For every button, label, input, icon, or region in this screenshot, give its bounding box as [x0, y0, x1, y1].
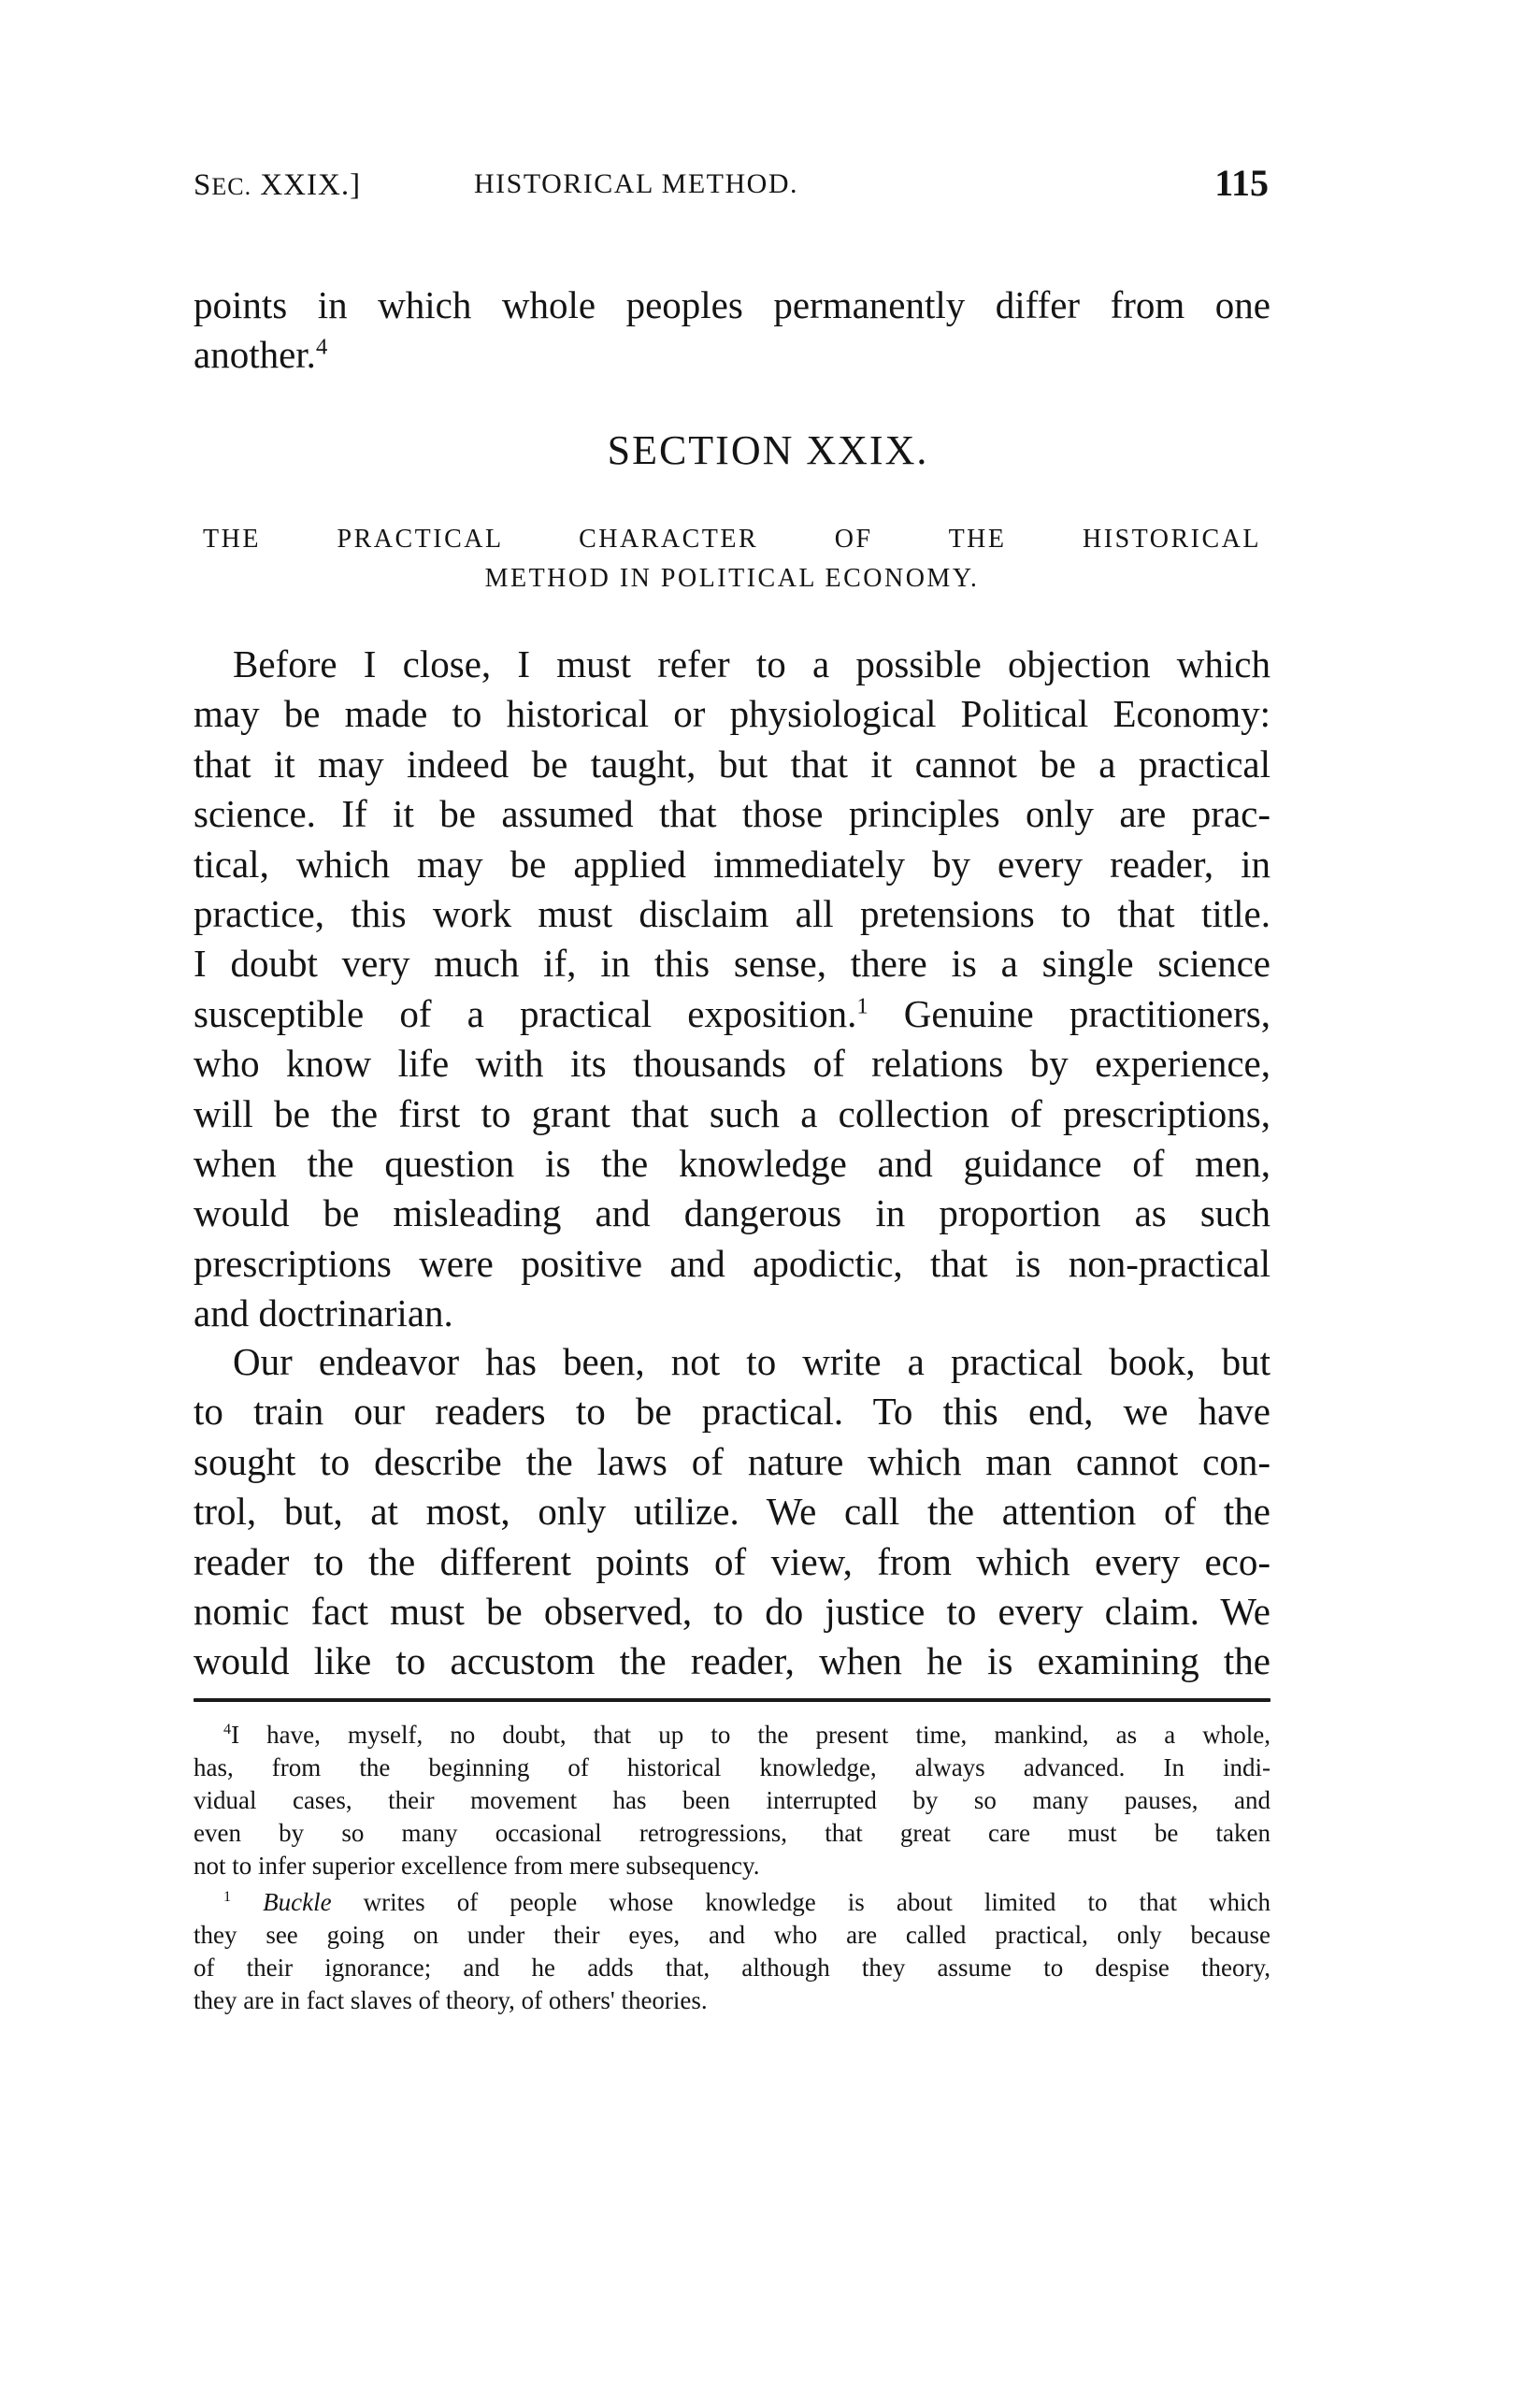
section-ref-number: XXIX.]: [251, 168, 362, 202]
text-line: tical, which may be applied immediately by every reader, in: [194, 842, 1270, 886]
text-line: practice, this work must disclaim all pretensions to that title.: [194, 891, 1270, 935]
text-line: that it may indeed be taught, but that it cannot be a practical: [194, 742, 1270, 786]
footnote-line: not to infer superior excellence from mere subsequency.: [194, 1852, 760, 1880]
text-line-content: another.: [194, 333, 316, 377]
footnote-line: they see going on under their eyes, and who are called practical, only because: [194, 1921, 1270, 1949]
footnote-line-content: writes of people whose knowledge is about limited to that which: [331, 1888, 1271, 1916]
footnote-line: vidual cases, their movement has been interrupted by so many pauses, and: [194, 1786, 1270, 1814]
text-line: would be misleading and dangerous in proportion as such: [194, 1191, 1270, 1235]
text-line: sought to describe the laws of nature which man cannot con-: [194, 1439, 1270, 1483]
section-reference: [194, 168, 361, 203]
text-line: points in which whole peoples permanently differ from one: [194, 283, 1270, 326]
text-line: reader to the different points of view, from which every eco-: [194, 1539, 1270, 1583]
footnote-line: even by so many occasional retrogressions, that great care must be taken: [194, 1819, 1270, 1847]
text-line: to train our readers to be practical. To this end, we have: [194, 1390, 1270, 1434]
footnote-reference[interactable]: 4: [315, 334, 328, 360]
footnote-line: [194, 1719, 1270, 1752]
footnote-line: has, from the beginning of historical knowledge, always advanced. In indi-: [194, 1753, 1270, 1781]
text-line: Our endeavor has been, not to write a practical book, but: [233, 1340, 1270, 1383]
footnote-marker: 1: [223, 1888, 232, 1905]
text-line: trol, but, at most, only utilize. We call the attention of the: [194, 1490, 1270, 1534]
opening-continuation: [194, 281, 1270, 381]
section-title: SECTION XXIX.: [607, 427, 929, 473]
footnotes: [194, 1719, 1270, 2017]
subtitle-line: METHOD IN POLITICAL ECONOMY.: [484, 564, 980, 593]
section-ref-smallcaps: EC.: [211, 173, 252, 200]
footnote-line-content: I have, myself, no doubt, that up to the present time, mankind, as a whole,: [231, 1721, 1270, 1749]
footnote-line: of their ignorance; and he adds that, although they assume to despise theory,: [194, 1954, 1270, 1982]
text-line-content: susceptible of a practical exposition.: [194, 991, 857, 1035]
text-line: when the question is the knowledge and guidance of men,: [194, 1141, 1270, 1185]
text-line: I doubt very much if, in this sense, there is a single science: [194, 942, 1270, 986]
cited-author: Buckle: [263, 1888, 332, 1916]
paragraph-2: [194, 1337, 1270, 1687]
footnote-marker: 4: [223, 1721, 232, 1738]
footnote-1: [194, 1886, 1270, 2017]
text-line: and doctrinarian.: [194, 1291, 453, 1335]
footnote-4: [194, 1719, 1270, 1882]
footnote-line: [194, 1886, 1270, 1919]
footnote-reference[interactable]: 1: [856, 993, 868, 1019]
text-line: science. If it be assumed that those principles only are prac-: [194, 792, 1270, 836]
running-header: [194, 157, 1269, 213]
subtitle-line: THE PRACTICAL CHARACTER OF THE HISTORICAL: [203, 525, 1261, 554]
text-line-content: Genuine practitioners,: [868, 991, 1270, 1035]
text-line: [194, 330, 1270, 380]
paragraph-1: [194, 640, 1270, 1338]
section-subtitle: [194, 520, 1270, 598]
footnote-divider: [194, 1698, 1270, 1702]
text-line: would like to accustom the reader, when he is examining the: [194, 1639, 1270, 1683]
text-line: Before I close, I must refer to a possible objection which: [233, 642, 1270, 685]
page-number: 115: [1214, 162, 1269, 204]
text-line: may be made to historical or physiological Political Economy:: [194, 692, 1270, 736]
text-line: will be the first to grant that such a collection of prescriptions,: [194, 1091, 1270, 1135]
text-line: nomic fact must be observed, to do justice to every claim. We: [194, 1589, 1270, 1633]
text-line: prescriptions were positive and apodictic, that is non-practical: [194, 1241, 1270, 1285]
running-title: HISTORICAL METHOD.: [474, 168, 798, 199]
footnote-line: they are in fact slaves of theory, of others' theories.: [194, 1986, 708, 2014]
section-ref-initial: S: [194, 168, 212, 202]
text-line: who know life with its thousands of relations by experience,: [194, 1042, 1270, 1086]
text-line: [194, 989, 1270, 1039]
